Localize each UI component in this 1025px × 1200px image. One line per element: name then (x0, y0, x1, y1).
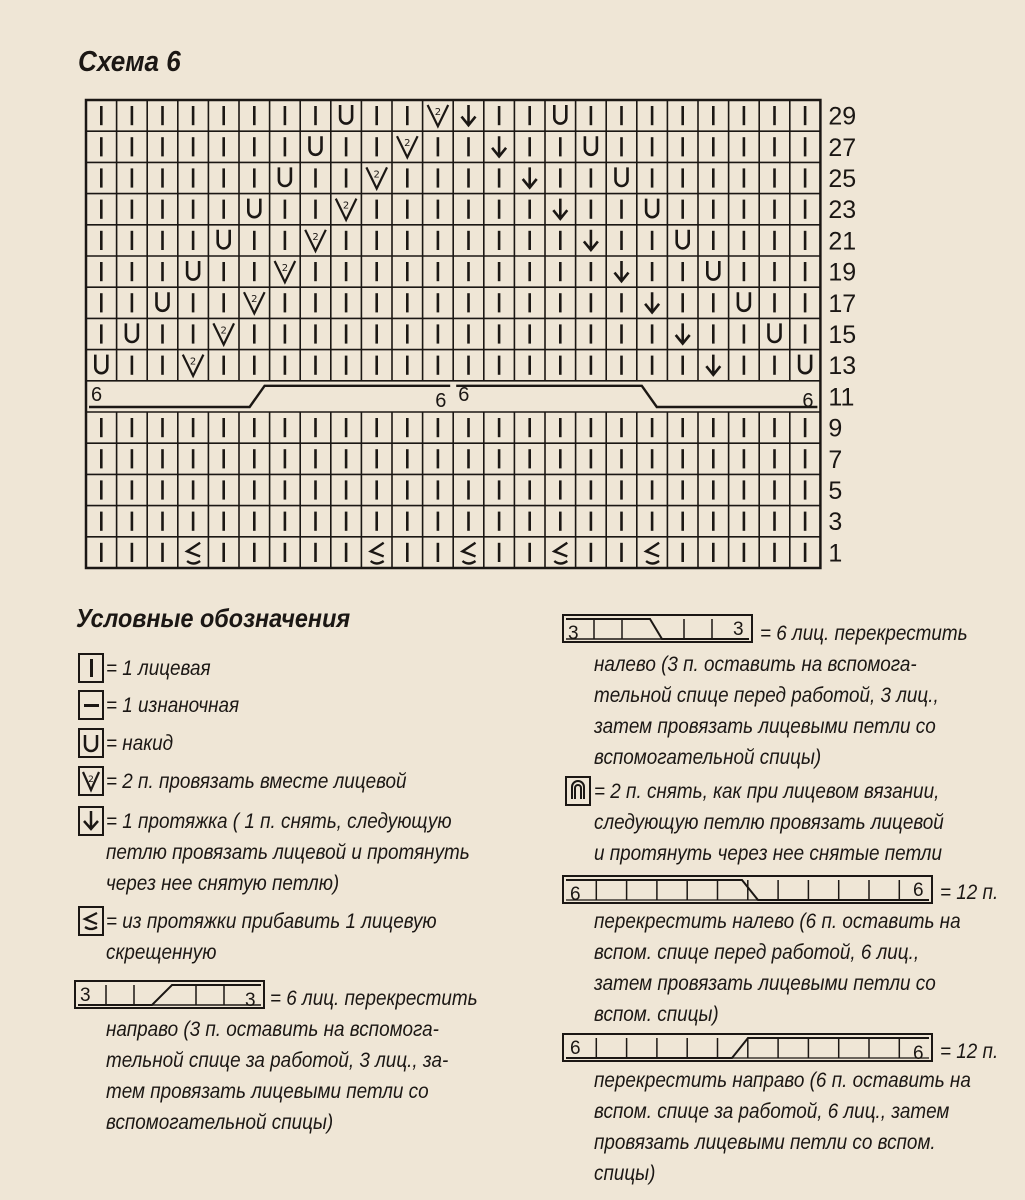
svg-text:2: 2 (312, 231, 319, 243)
legend-text: тельной спице за работой, 3 лиц., за- (106, 1049, 449, 1072)
k2tog-symbol-icon (78, 766, 104, 796)
legend-text: = 2 п. снять, как при лицевом вязании, (594, 780, 940, 803)
row-number: 27 (828, 133, 857, 162)
row-number: 21 (828, 227, 857, 256)
chart-title: Схема 6 (78, 46, 181, 78)
legend-text: направо (3 п. оставить на вспомога- (106, 1018, 439, 1041)
legend-text: провязать лицевыми петли со вспом. (594, 1131, 936, 1154)
row-number: 9 (828, 414, 843, 443)
legend-text: затем провязать лицевыми петли со (594, 972, 936, 995)
legend-text: скрещенную (106, 941, 217, 964)
legend-text: = накид (106, 732, 174, 755)
svg-text:2: 2 (404, 138, 411, 150)
legend-text: = 6 лиц. перекрестить (760, 622, 968, 645)
row-number: 25 (828, 165, 857, 193)
legend-text: вспомогательной спицы) (106, 1111, 334, 1134)
svg-text:2: 2 (373, 169, 380, 181)
svg-text:2: 2 (342, 200, 350, 212)
legend-text: петлю провязать лицевой и протянуть (106, 841, 470, 864)
cable-right-count: 3 (245, 990, 256, 1010)
legend-text: налево (3 п. оставить на вспомога- (594, 653, 917, 676)
legend-text: = 1 изнаночная (106, 694, 240, 717)
row-number: 1 (828, 539, 843, 568)
legend-text: тем провязать лицевыми петли со (106, 1080, 429, 1103)
row-number: 17 (828, 289, 857, 318)
cable-left-count: 6 (458, 383, 470, 406)
legend-text: вспомогательной спицы) (594, 746, 822, 769)
legend-text: = 6 лиц. перекрестить (270, 987, 478, 1010)
legend-text: вспом. спице за работой, 6 лиц., затем (594, 1100, 950, 1123)
cable-3-left-icon (562, 614, 754, 644)
cable-right-count: 6 (435, 390, 447, 412)
cable-3-right-icon (74, 980, 266, 1010)
legend-text: тельной спице перед работой, 3 лиц., (594, 684, 939, 707)
row-number: 19 (828, 258, 857, 287)
legend-text: = из протяжки прибавить 1 лицевую (106, 910, 437, 933)
cable-left-count: 3 (568, 623, 579, 644)
cable-right-count: 6 (913, 880, 924, 901)
legend-text: = 1 лицевая (106, 657, 211, 680)
yarn-over-symbol-icon (78, 728, 104, 758)
cable-right-count: 6 (802, 390, 814, 412)
svg-text:2: 2 (251, 294, 258, 306)
legend-text: следующую петлю провязать лицевой (594, 811, 944, 834)
svg-text:2: 2 (88, 775, 94, 785)
row-number: 11 (828, 383, 855, 412)
legend-text: затем провязать лицевыми петли со (594, 715, 936, 738)
legend-text: спицы) (594, 1162, 656, 1185)
row-number: 7 (828, 445, 843, 474)
skp-arrow-icon (78, 806, 104, 836)
legend-text: = 12 п. (940, 881, 999, 904)
purl-symbol-icon (78, 690, 104, 720)
cable-left-count: 3 (80, 985, 91, 1006)
svg-text:2: 2 (189, 356, 197, 368)
row-number: 15 (828, 321, 857, 349)
legend-text: вспом. спице перед работой, 6 лиц., (594, 941, 920, 964)
row-number: 3 (828, 508, 843, 537)
svg-text:2: 2 (434, 107, 442, 118)
legend-text: через нее снятую петлю) (106, 872, 340, 895)
legend-text: перекрестить налево (6 п. оставить на (594, 910, 961, 933)
row-number: 5 (828, 477, 843, 505)
row-number: 23 (828, 196, 857, 225)
legend-text: и протянуть через нее снятые петли (594, 842, 942, 865)
cable-left-count: 6 (570, 884, 581, 905)
cable-right-count: 3 (733, 619, 744, 640)
cable-left-count: 6 (91, 383, 103, 406)
increase-symbol-icon (78, 906, 104, 936)
legend-text: = 12 п. (940, 1040, 999, 1063)
legend-text: = 2 п. провязать вместе лицевой (106, 770, 407, 793)
legend-text: вспом. спицы) (594, 1003, 719, 1026)
svg-text:2: 2 (281, 263, 289, 274)
svg-text:2: 2 (220, 325, 227, 337)
cable-6-left-icon (562, 875, 934, 905)
cable-6-right-icon (562, 1033, 934, 1063)
cable-right-count: 6 (913, 1043, 924, 1063)
knit-symbol-icon (78, 653, 104, 683)
row-number: 29 (828, 102, 857, 131)
legend-text: = 1 протяжка ( 1 п. снять, следующую (106, 810, 452, 833)
row-number: 13 (828, 352, 857, 381)
cable-left-count: 6 (570, 1038, 581, 1059)
slip-two-symbol-icon (565, 776, 591, 806)
legend-text: перекрестить направо (6 п. оставить на (594, 1069, 971, 1092)
legend-title: Условные обозначения (76, 603, 351, 633)
